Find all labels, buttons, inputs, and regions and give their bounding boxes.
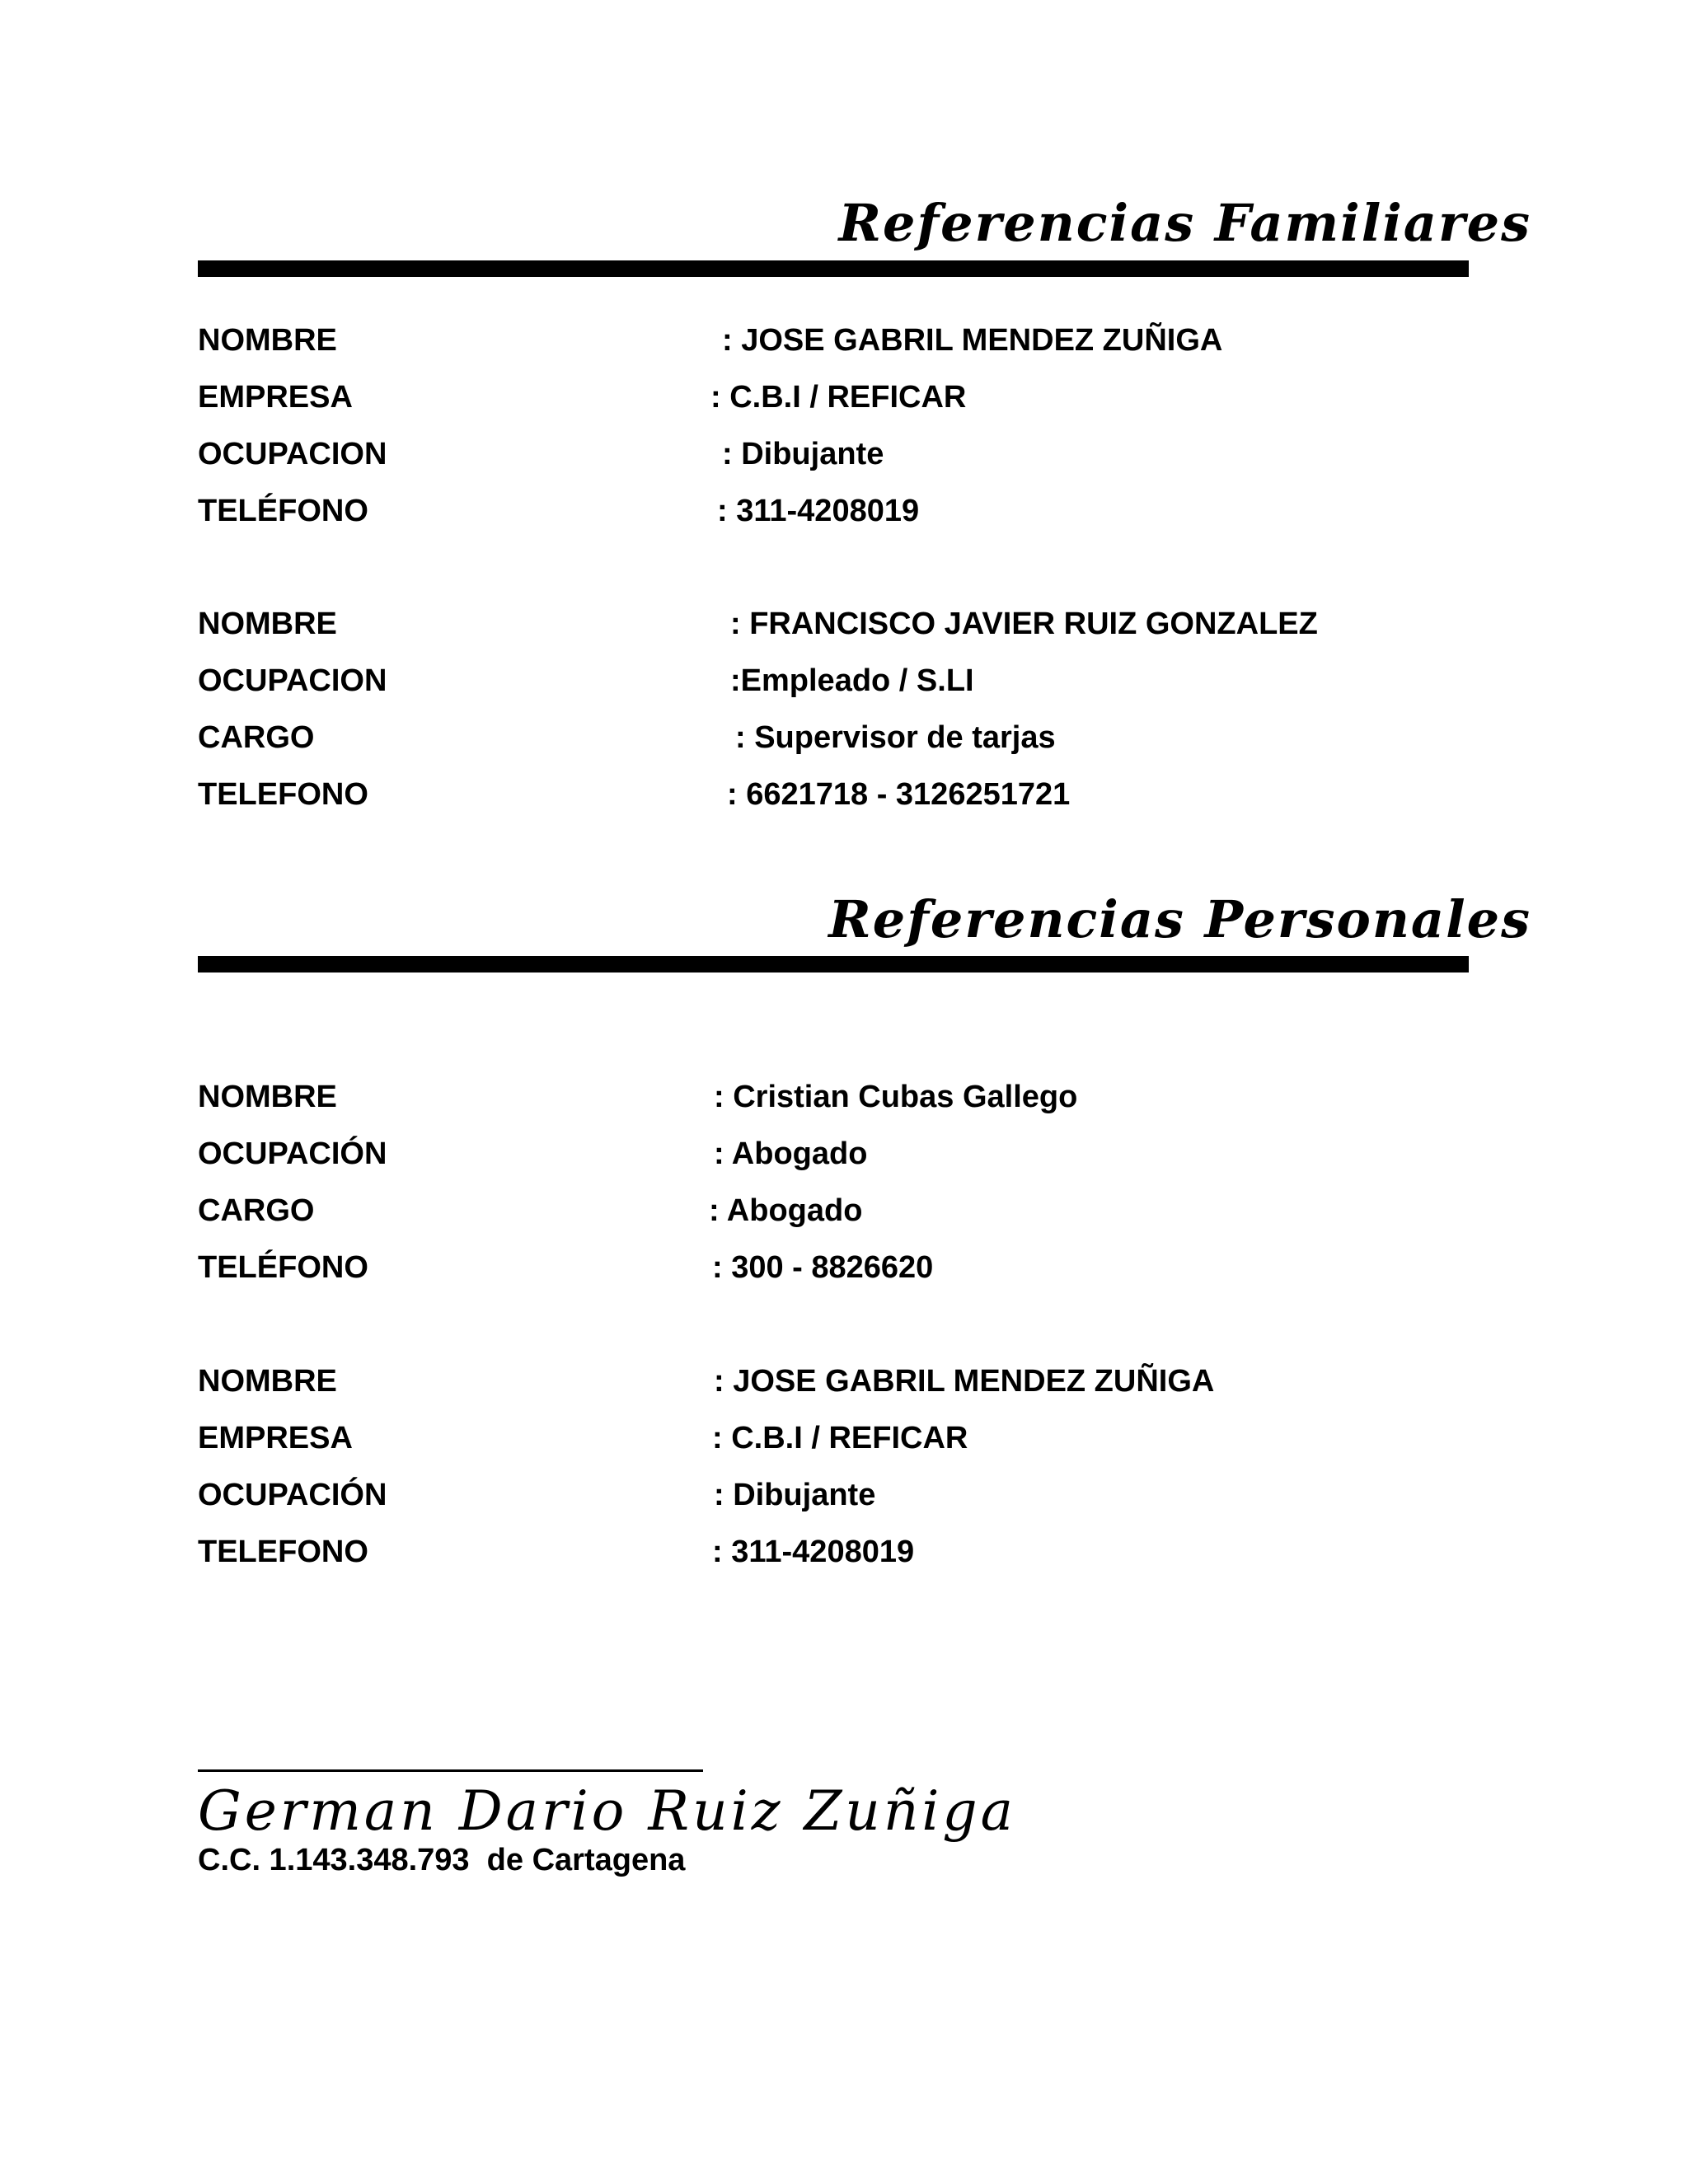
section-divider xyxy=(198,956,1469,972)
field-value: : JOSE GABRIL MENDEZ ZUÑIGA xyxy=(714,1364,1215,1399)
field-label: EMPRESA xyxy=(198,380,353,415)
field-label: NOMBRE xyxy=(198,1364,337,1399)
field-label: OCUPACIÓN xyxy=(198,1137,387,1171)
reference-row xyxy=(198,717,1434,758)
signature-id-line: C.C. 1.143.348.793 de Cartagena xyxy=(198,1843,686,1877)
field-label: TELEFONO xyxy=(198,1535,368,1569)
reference-row xyxy=(198,490,1434,532)
field-label: EMPRESA xyxy=(198,1421,353,1455)
reference-row xyxy=(198,1361,1434,1402)
field-value: : 6621718 - 3126251721 xyxy=(727,777,1071,812)
reference-row xyxy=(198,320,1434,361)
signature-name: German Dario Ruiz Zuñiga xyxy=(198,1779,1017,1843)
section-title-personales: Referencias Personales xyxy=(828,889,1531,949)
field-label: CARGO xyxy=(198,720,315,755)
field-value: : Supervisor de tarjas xyxy=(735,720,1056,755)
field-value: : 311-4208019 xyxy=(712,1535,915,1569)
field-value: : 300 - 8826620 xyxy=(712,1250,934,1285)
field-label: OCUPACIÓN xyxy=(198,1478,387,1512)
field-value: : C.B.I / REFICAR xyxy=(710,380,967,415)
field-value: : Dibujante xyxy=(714,1478,876,1512)
reference-row xyxy=(198,774,1434,815)
field-value: : FRANCISCO JAVIER RUIZ GONZALEZ xyxy=(730,607,1318,641)
field-value: : C.B.I / REFICAR xyxy=(712,1421,968,1455)
field-label: TELÉFONO xyxy=(198,1250,368,1285)
field-value: : Dibujante xyxy=(722,437,884,471)
field-label: OCUPACION xyxy=(198,437,387,471)
reference-row xyxy=(198,660,1434,701)
field-label: OCUPACION xyxy=(198,663,387,698)
reference-row xyxy=(198,1190,1434,1231)
field-value: : JOSE GABRIL MENDEZ ZUÑIGA xyxy=(722,323,1223,358)
field-value: : 311-4208019 xyxy=(717,494,920,528)
section-title-familiares: Referencias Familiares xyxy=(838,193,1531,253)
reference-row xyxy=(198,434,1434,475)
field-value: : Abogado xyxy=(709,1193,863,1228)
field-label: NOMBRE xyxy=(198,607,337,641)
reference-row xyxy=(198,1076,1434,1118)
reference-row xyxy=(198,377,1434,418)
reference-row xyxy=(198,1247,1434,1288)
reference-row xyxy=(198,1418,1434,1459)
section-divider xyxy=(198,260,1469,277)
field-label: NOMBRE xyxy=(198,1080,337,1114)
reference-row xyxy=(198,1133,1434,1174)
field-label: TELEFONO xyxy=(198,777,368,812)
field-value: :Empleado / S.LI xyxy=(730,663,974,698)
field-label: TELÉFONO xyxy=(198,494,368,528)
reference-row xyxy=(198,1474,1434,1516)
field-label: NOMBRE xyxy=(198,323,337,358)
signature-line xyxy=(198,1769,703,1772)
field-label: CARGO xyxy=(198,1193,315,1228)
reference-row xyxy=(198,603,1434,644)
reference-row xyxy=(198,1531,1434,1572)
field-value: : Cristian Cubas Gallego xyxy=(714,1080,1078,1114)
field-value: : Abogado xyxy=(714,1137,868,1171)
